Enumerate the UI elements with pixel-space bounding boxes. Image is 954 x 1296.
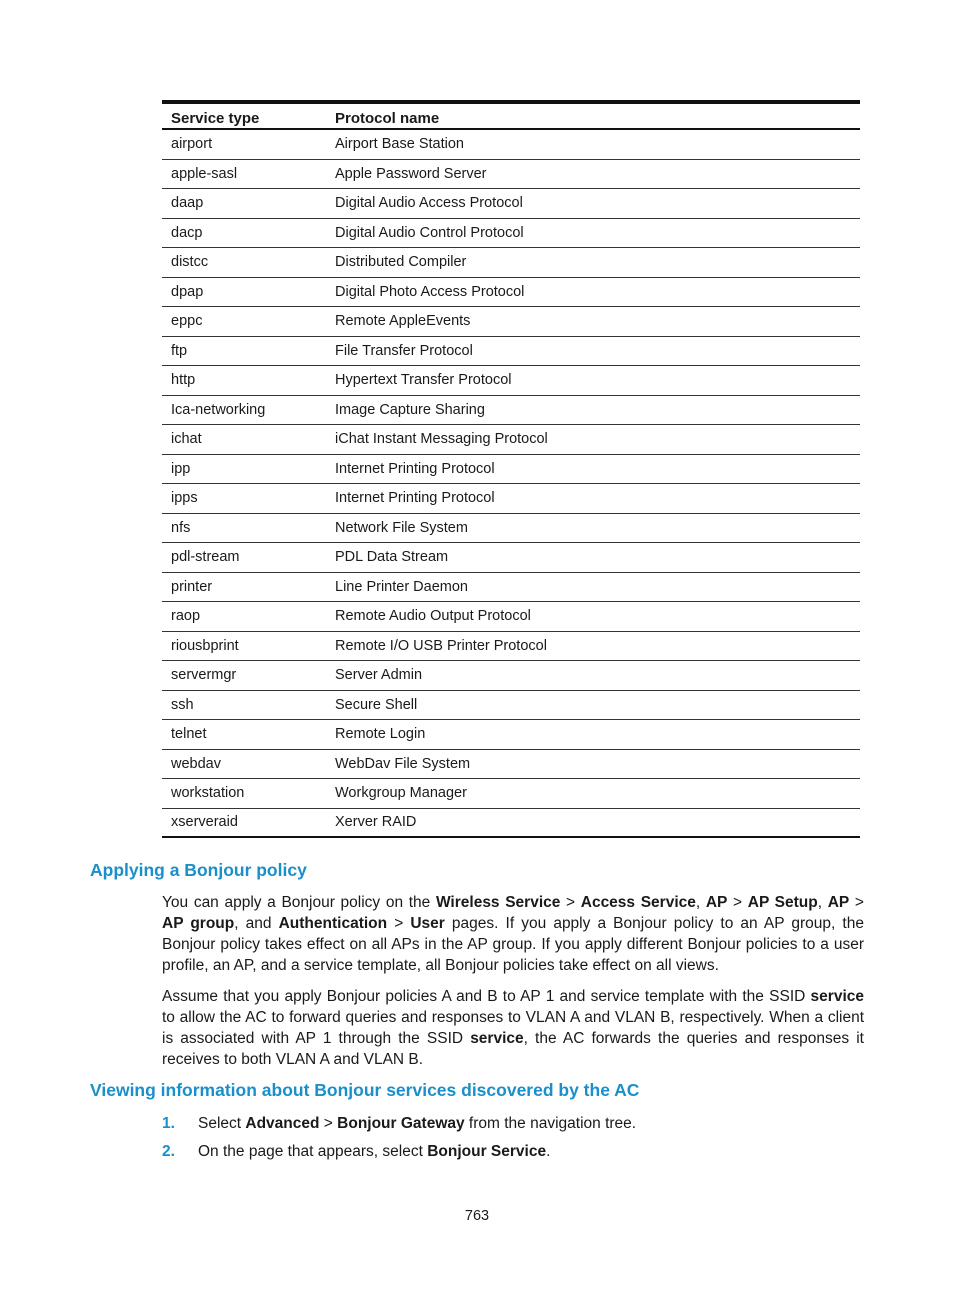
bold-term: Authentication: [278, 915, 388, 932]
table-row: [162, 691, 860, 721]
cell-protocol-name: PDL Data Stream: [335, 549, 449, 566]
cell-service-type: ftp: [171, 342, 188, 359]
cell-service-type: xserveraid: [171, 814, 238, 831]
cell-protocol-name: Internet Printing Protocol: [335, 490, 495, 507]
section-heading-applying-bonjour-policy: Applying a Bonjour policy: [90, 860, 307, 880]
cell-protocol-name: Hypertext Transfer Protocol: [335, 372, 512, 389]
cell-protocol-name: Remote Login: [335, 726, 426, 743]
text-run: On the page that appears, select: [198, 1143, 428, 1160]
cell-protocol-name: Workgroup Manager: [335, 785, 467, 802]
bold-term: AP Setup: [747, 894, 818, 911]
bold-term: User: [410, 915, 445, 932]
cell-service-type: servermgr: [171, 667, 237, 684]
table-row: [162, 750, 860, 780]
cell-protocol-name: Xerver RAID: [335, 814, 417, 831]
table-row: [162, 514, 860, 544]
cell-protocol-name: File Transfer Protocol: [335, 342, 473, 359]
bold-term: Bonjour Service: [427, 1143, 547, 1160]
table-row: [162, 602, 860, 632]
bold-term: AP: [827, 894, 850, 911]
cell-service-type: workstation: [171, 785, 245, 802]
cell-protocol-name: Image Capture Sharing: [335, 401, 485, 418]
cell-protocol-name: Server Admin: [335, 667, 423, 684]
table-row: [162, 543, 860, 573]
cell-service-type: Ica-networking: [171, 401, 266, 418]
text-run: .: [546, 1143, 551, 1160]
bold-term: AP group: [162, 915, 235, 932]
table-row: [162, 130, 860, 160]
cell-protocol-name: Digital Audio Access Protocol: [335, 195, 523, 212]
bold-term: service: [810, 988, 864, 1005]
text-run: , the AC forwards the queries and responses it receives to both VLAN A and VLAN B.: [162, 1030, 864, 1068]
cell-service-type: daap: [171, 195, 204, 212]
cell-service-type: printer: [171, 578, 213, 595]
cell-service-type: apple-sasl: [171, 165, 238, 182]
cell-protocol-name: Apple Password Server: [335, 165, 487, 182]
text-run: >: [319, 1115, 338, 1132]
table-row: [162, 396, 860, 426]
cell-service-type: telnet: [171, 726, 207, 743]
step-text: [198, 1141, 550, 1162]
cell-service-type: dpap: [171, 283, 204, 300]
text-run: Assume that you apply Bonjour policies A and B to AP 1 and service template with the SSID: [162, 988, 811, 1005]
cell-service-type: webdav: [171, 755, 221, 772]
cell-protocol-name: iChat Instant Messaging Protocol: [335, 431, 548, 448]
table-row: [162, 248, 860, 278]
cell-service-type: ipp: [171, 460, 191, 477]
text-run: ,: [817, 894, 828, 911]
cell-service-type: distcc: [171, 254, 209, 271]
table-row: [162, 425, 860, 455]
cell-service-type: pdl-stream: [171, 549, 240, 566]
step-text: [198, 1113, 636, 1134]
cell-protocol-name: Airport Base Station: [335, 136, 464, 153]
step-number: 1.: [162, 1115, 175, 1132]
text-run: Select: [198, 1115, 246, 1132]
cell-protocol-name: WebDav File System: [335, 755, 471, 772]
cell-protocol-name: Remote Audio Output Protocol: [335, 608, 531, 625]
bold-term: Wireless Service: [435, 894, 561, 911]
paragraph-apply-policy: [162, 892, 864, 976]
cell-service-type: ssh: [171, 696, 194, 713]
cell-protocol-name: Distributed Compiler: [335, 254, 467, 271]
cell-protocol-name: Internet Printing Protocol: [335, 460, 495, 477]
table-row: [162, 573, 860, 603]
text-run: >: [387, 915, 411, 932]
procedure-steps: [162, 1113, 864, 1169]
bold-term: Access Service: [580, 894, 696, 911]
table-row: [162, 160, 860, 190]
step-number: 2.: [162, 1143, 175, 1160]
cell-protocol-name: Remote AppleEvents: [335, 313, 471, 330]
cell-service-type: ichat: [171, 431, 202, 448]
bold-term: service: [470, 1030, 524, 1047]
cell-service-type: raop: [171, 608, 201, 625]
table-header-row: [162, 104, 860, 130]
table-row: [162, 219, 860, 249]
cell-service-type: eppc: [171, 313, 203, 330]
bold-term: Bonjour Gateway: [337, 1115, 465, 1132]
text-run: , and: [234, 915, 279, 932]
text-run: from the navigation tree.: [464, 1115, 637, 1132]
bold-term: AP: [705, 894, 728, 911]
cell-service-type: airport: [171, 136, 213, 153]
table-row: [162, 632, 860, 662]
list-item: [162, 1141, 864, 1162]
list-item: [162, 1113, 864, 1134]
table-row: [162, 278, 860, 308]
table-row: [162, 720, 860, 750]
cell-protocol-name: Remote I/O USB Printer Protocol: [335, 637, 547, 654]
cell-service-type: riousbprint: [171, 637, 239, 654]
cell-service-type: http: [171, 372, 196, 389]
text-run: to allow the AC to forward queries and responses to VLAN A and VLAN B, respectively. When a client is associated with AP 1 through the SSID: [162, 1009, 864, 1047]
table-row: [162, 337, 860, 367]
table-row: [162, 189, 860, 219]
service-protocol-table: [162, 100, 860, 838]
bold-term: Advanced: [245, 1115, 320, 1132]
cell-protocol-name: Line Printer Daemon: [335, 578, 468, 595]
table-row: [162, 484, 860, 514]
cell-protocol-name: Digital Audio Control Protocol: [335, 224, 524, 241]
header-protocol-name: Protocol name: [335, 110, 440, 127]
text-run: >: [849, 894, 864, 911]
table-body: [162, 130, 860, 838]
cell-service-type: nfs: [171, 519, 191, 536]
table-row: [162, 366, 860, 396]
text-run: ,: [695, 894, 706, 911]
text-run: >: [560, 894, 581, 911]
cell-service-type: ipps: [171, 490, 198, 507]
header-service-type: Service type: [171, 110, 260, 127]
text-run: pages. If you apply a Bonjour policy to an AP group, the Bonjour policy takes effect on all APs in the AP group. If you apply different Bonjour policies to a user profile, an AP, and a service template, all Bonjour policies take effect on all views.: [162, 915, 864, 974]
table-row: [162, 661, 860, 691]
table-row: [162, 809, 860, 839]
page-number: 763: [464, 1208, 490, 1224]
paragraph-assume-policies: [162, 986, 864, 1070]
cell-protocol-name: Network File System: [335, 519, 468, 536]
cell-protocol-name: Secure Shell: [335, 696, 418, 713]
section-heading-viewing-bonjour-services: Viewing information about Bonjour services discovered by the AC: [90, 1080, 640, 1100]
text-run: >: [727, 894, 748, 911]
table-row: [162, 455, 860, 485]
text-run: You can apply a Bonjour policy on the: [162, 894, 436, 911]
table-row: [162, 779, 860, 809]
cell-service-type: dacp: [171, 224, 203, 241]
table-row: [162, 307, 860, 337]
cell-protocol-name: Digital Photo Access Protocol: [335, 283, 525, 300]
